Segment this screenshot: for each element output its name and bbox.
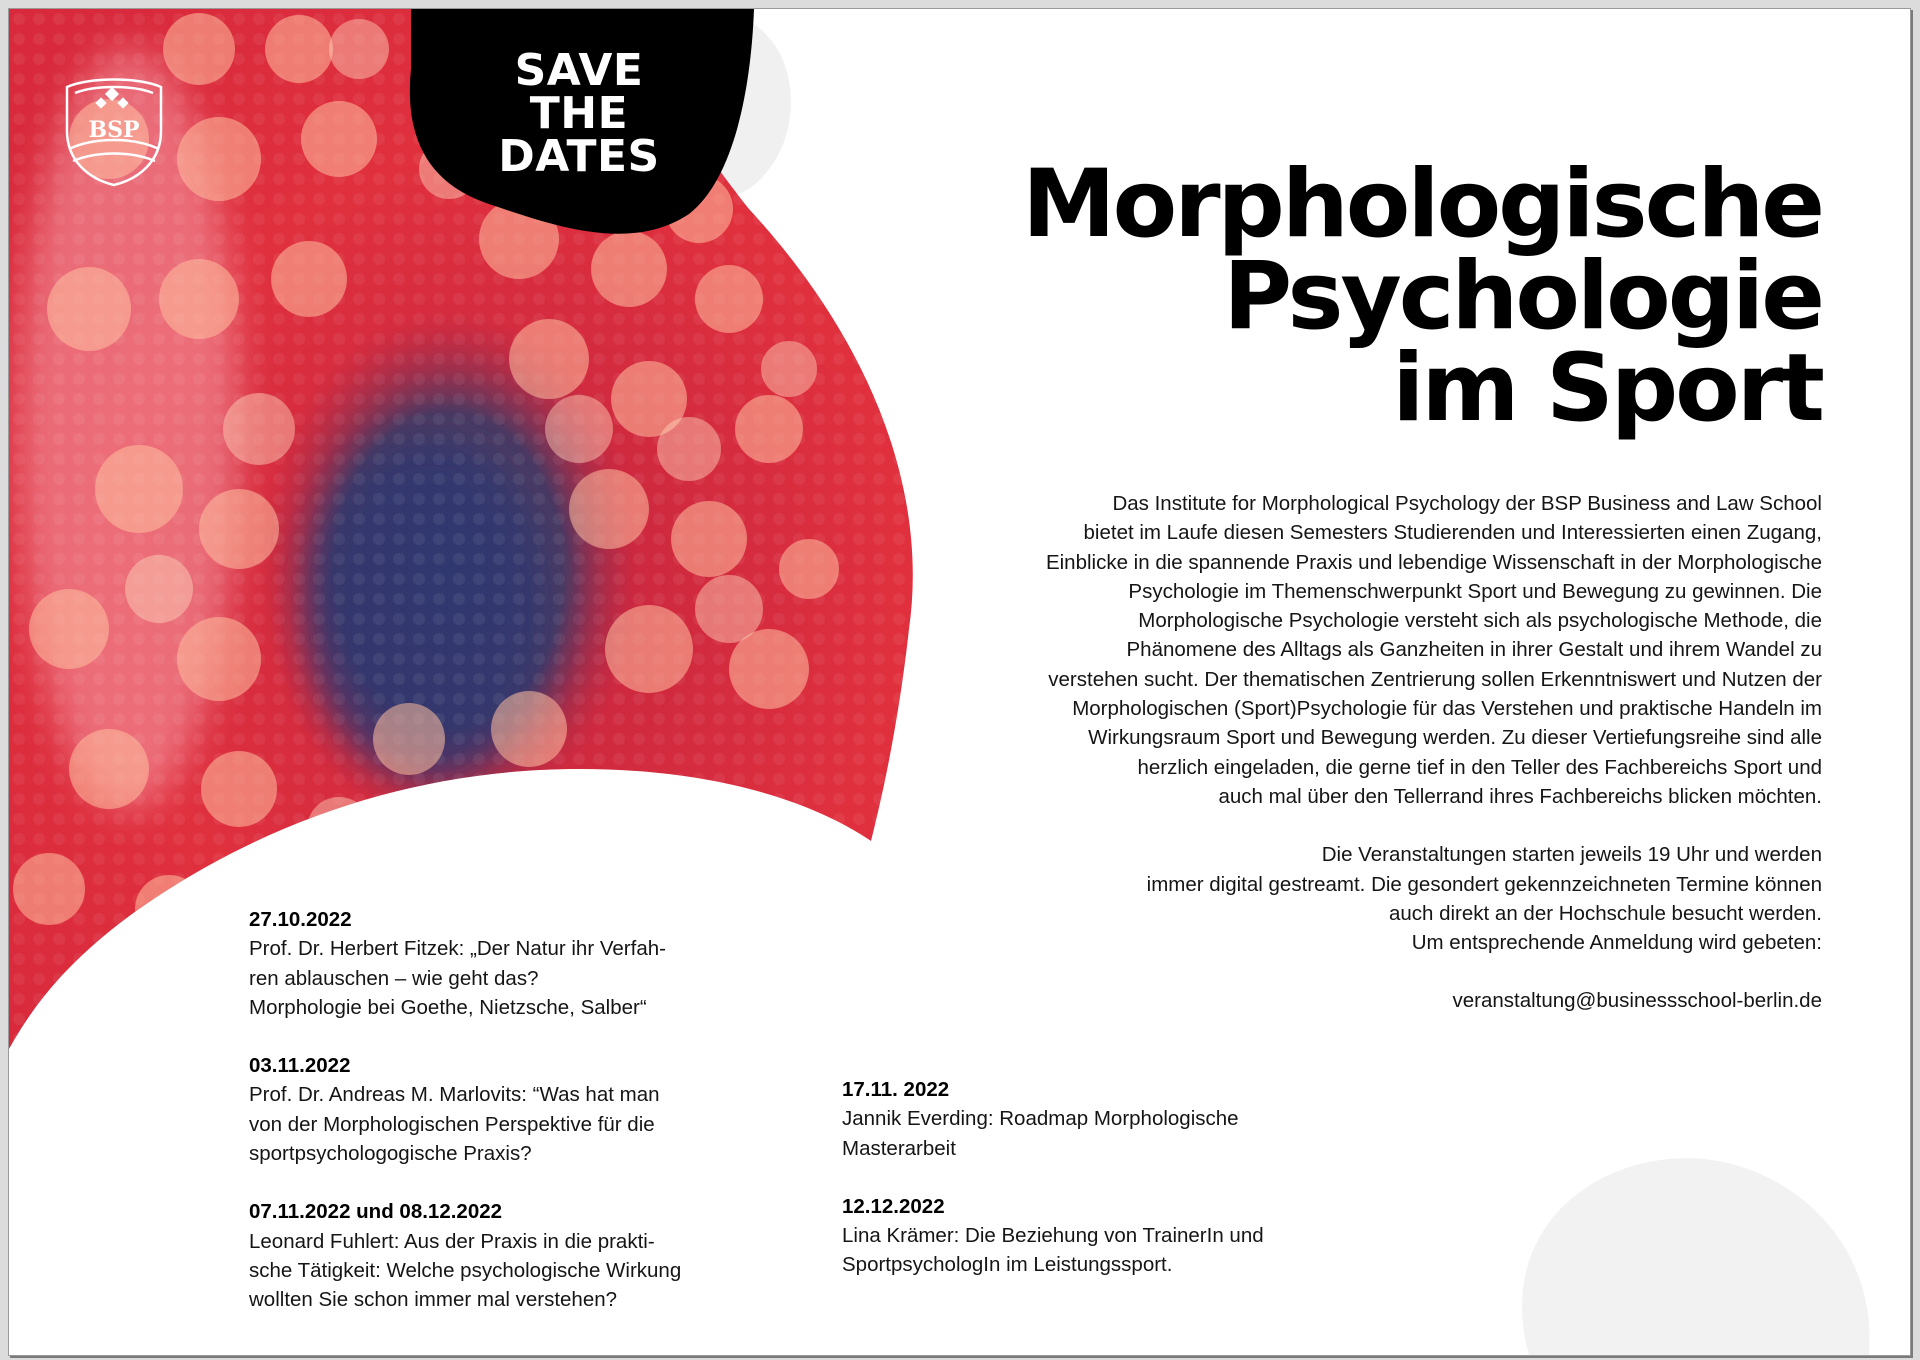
intro-line: Morphologischen (Sport)Psychologie für das Verstehen und praktische Handeln im <box>1072 697 1822 721</box>
email-link[interactable]: veranstaltung@businessschool-berlin.de <box>1452 989 1822 1013</box>
info-line: auch direkt an der Hochschule besucht werden. <box>1388 901 1822 925</box>
event-line: Jannik Everding: Roadmap Morphologische <box>842 1107 1239 1131</box>
title-line-3: im Sport <box>1392 334 1822 443</box>
flyer-page <box>8 8 1911 1356</box>
events-column-left <box>249 905 789 1344</box>
title-line-2: Psychologie <box>1223 242 1822 351</box>
bsp-crest-icon <box>59 69 169 189</box>
intro-line: Das Institute for Morphological Psychology der BSP Business and Law School <box>1112 492 1822 515</box>
intro-line: Wirkungsraum Sport und Bewegung werden. Zu dieser Vertiefungsreihe sind alle <box>1088 726 1822 750</box>
event-date: 17.11. 2022 <box>842 1078 950 1101</box>
event-line: von der Morphologischen Perspektive für die <box>249 1112 655 1136</box>
event-item <box>249 1197 789 1314</box>
event-line: Lina Krämer: Die Beziehung von TrainerIn und <box>842 1224 1264 1248</box>
intro-line: Phänomene des Alltags als Ganzheiten in ihrer Gestalt und ihrem Wandel zu <box>1126 638 1822 662</box>
event-line: Prof. Dr. Andreas M. Marlovits: “Was hat man <box>249 1083 660 1107</box>
event-date: 03.11.2022 <box>249 1054 351 1078</box>
event-item <box>249 1051 789 1168</box>
intro-line: Morphologische Psychologie versteht sich als psychologische Methode, die <box>1138 609 1822 633</box>
logo-text: BSP <box>88 117 140 143</box>
event-date: 27.10.2022 <box>249 908 352 931</box>
event-line: Leonard Fuhlert: Aus der Praxis in die prakti- <box>249 1229 655 1253</box>
info-paragraph <box>922 840 1822 957</box>
intro-text <box>922 489 1822 1016</box>
event-line: SportpsychologIn im Leistungssport. <box>842 1253 1173 1277</box>
dates-line: DATES <box>498 131 660 182</box>
event-item <box>842 1075 1382 1163</box>
save-the-dates-label <box>429 45 729 182</box>
event-line: ren ablauschen – wie geht das? <box>249 966 539 990</box>
intro-line: Psychologie im Themenschwerpunkt Sport und Bewegung zu gewinnen. Die <box>1128 579 1822 603</box>
event-line: Morphologie bei Goethe, Nietzsche, Salber“ <box>249 995 647 1019</box>
event-date: 12.12.2022 <box>842 1194 945 1218</box>
intro-line: Einblicke in die spannende Praxis und lebendige Wissenschaft in der Morphologische <box>1045 550 1822 574</box>
event-item <box>842 1192 1382 1280</box>
intro-line: herzlich eingeladen, die gerne tief in den Teller des Fachbereichs Sport und <box>1137 755 1822 779</box>
info-line: Um entsprechende Anmeldung wird gebeten: <box>1411 931 1822 955</box>
intro-line: bietet im Laufe diesen Semesters Studierenden und Interessierten einen Zugang, <box>1083 521 1822 545</box>
info-line: immer digital gestreamt. Die gesondert gekennzeichneten Termine können <box>1146 872 1822 896</box>
intro-paragraph <box>922 489 1822 811</box>
event-date: 07.11.2022 und 08.12.2022 <box>249 1200 503 1224</box>
event-line: sche Tätigkeit: Welche psychologische Wirkung <box>249 1258 682 1282</box>
event-line: wollten Sie schon immer mal verstehen? <box>249 1288 618 1312</box>
event-line: sportpsychologogische Praxis? <box>249 1142 532 1166</box>
the-line: THE <box>529 88 629 139</box>
event-item <box>249 905 789 1022</box>
save-line: SAVE <box>514 45 644 96</box>
title-line-1: Morphologische <box>1022 150 1822 259</box>
event-line: Prof. Dr. Herbert Fitzek: „Der Natur ihr Verfah- <box>249 937 666 961</box>
event-line: Masterarbeit <box>842 1136 956 1160</box>
info-line: Die Veranstaltungen starten jeweils 19 Uhr und werden <box>1321 843 1822 867</box>
events-column-right <box>842 1075 1382 1309</box>
page-title <box>1022 150 1822 443</box>
intro-line: verstehen sucht. Der thematischen Zentrierung sollen Erkenntniswert und Nutzen der <box>1048 667 1822 691</box>
intro-line: auch mal über den Tellerrand ihres Fachbereichs blicken möchten. <box>1218 784 1822 808</box>
